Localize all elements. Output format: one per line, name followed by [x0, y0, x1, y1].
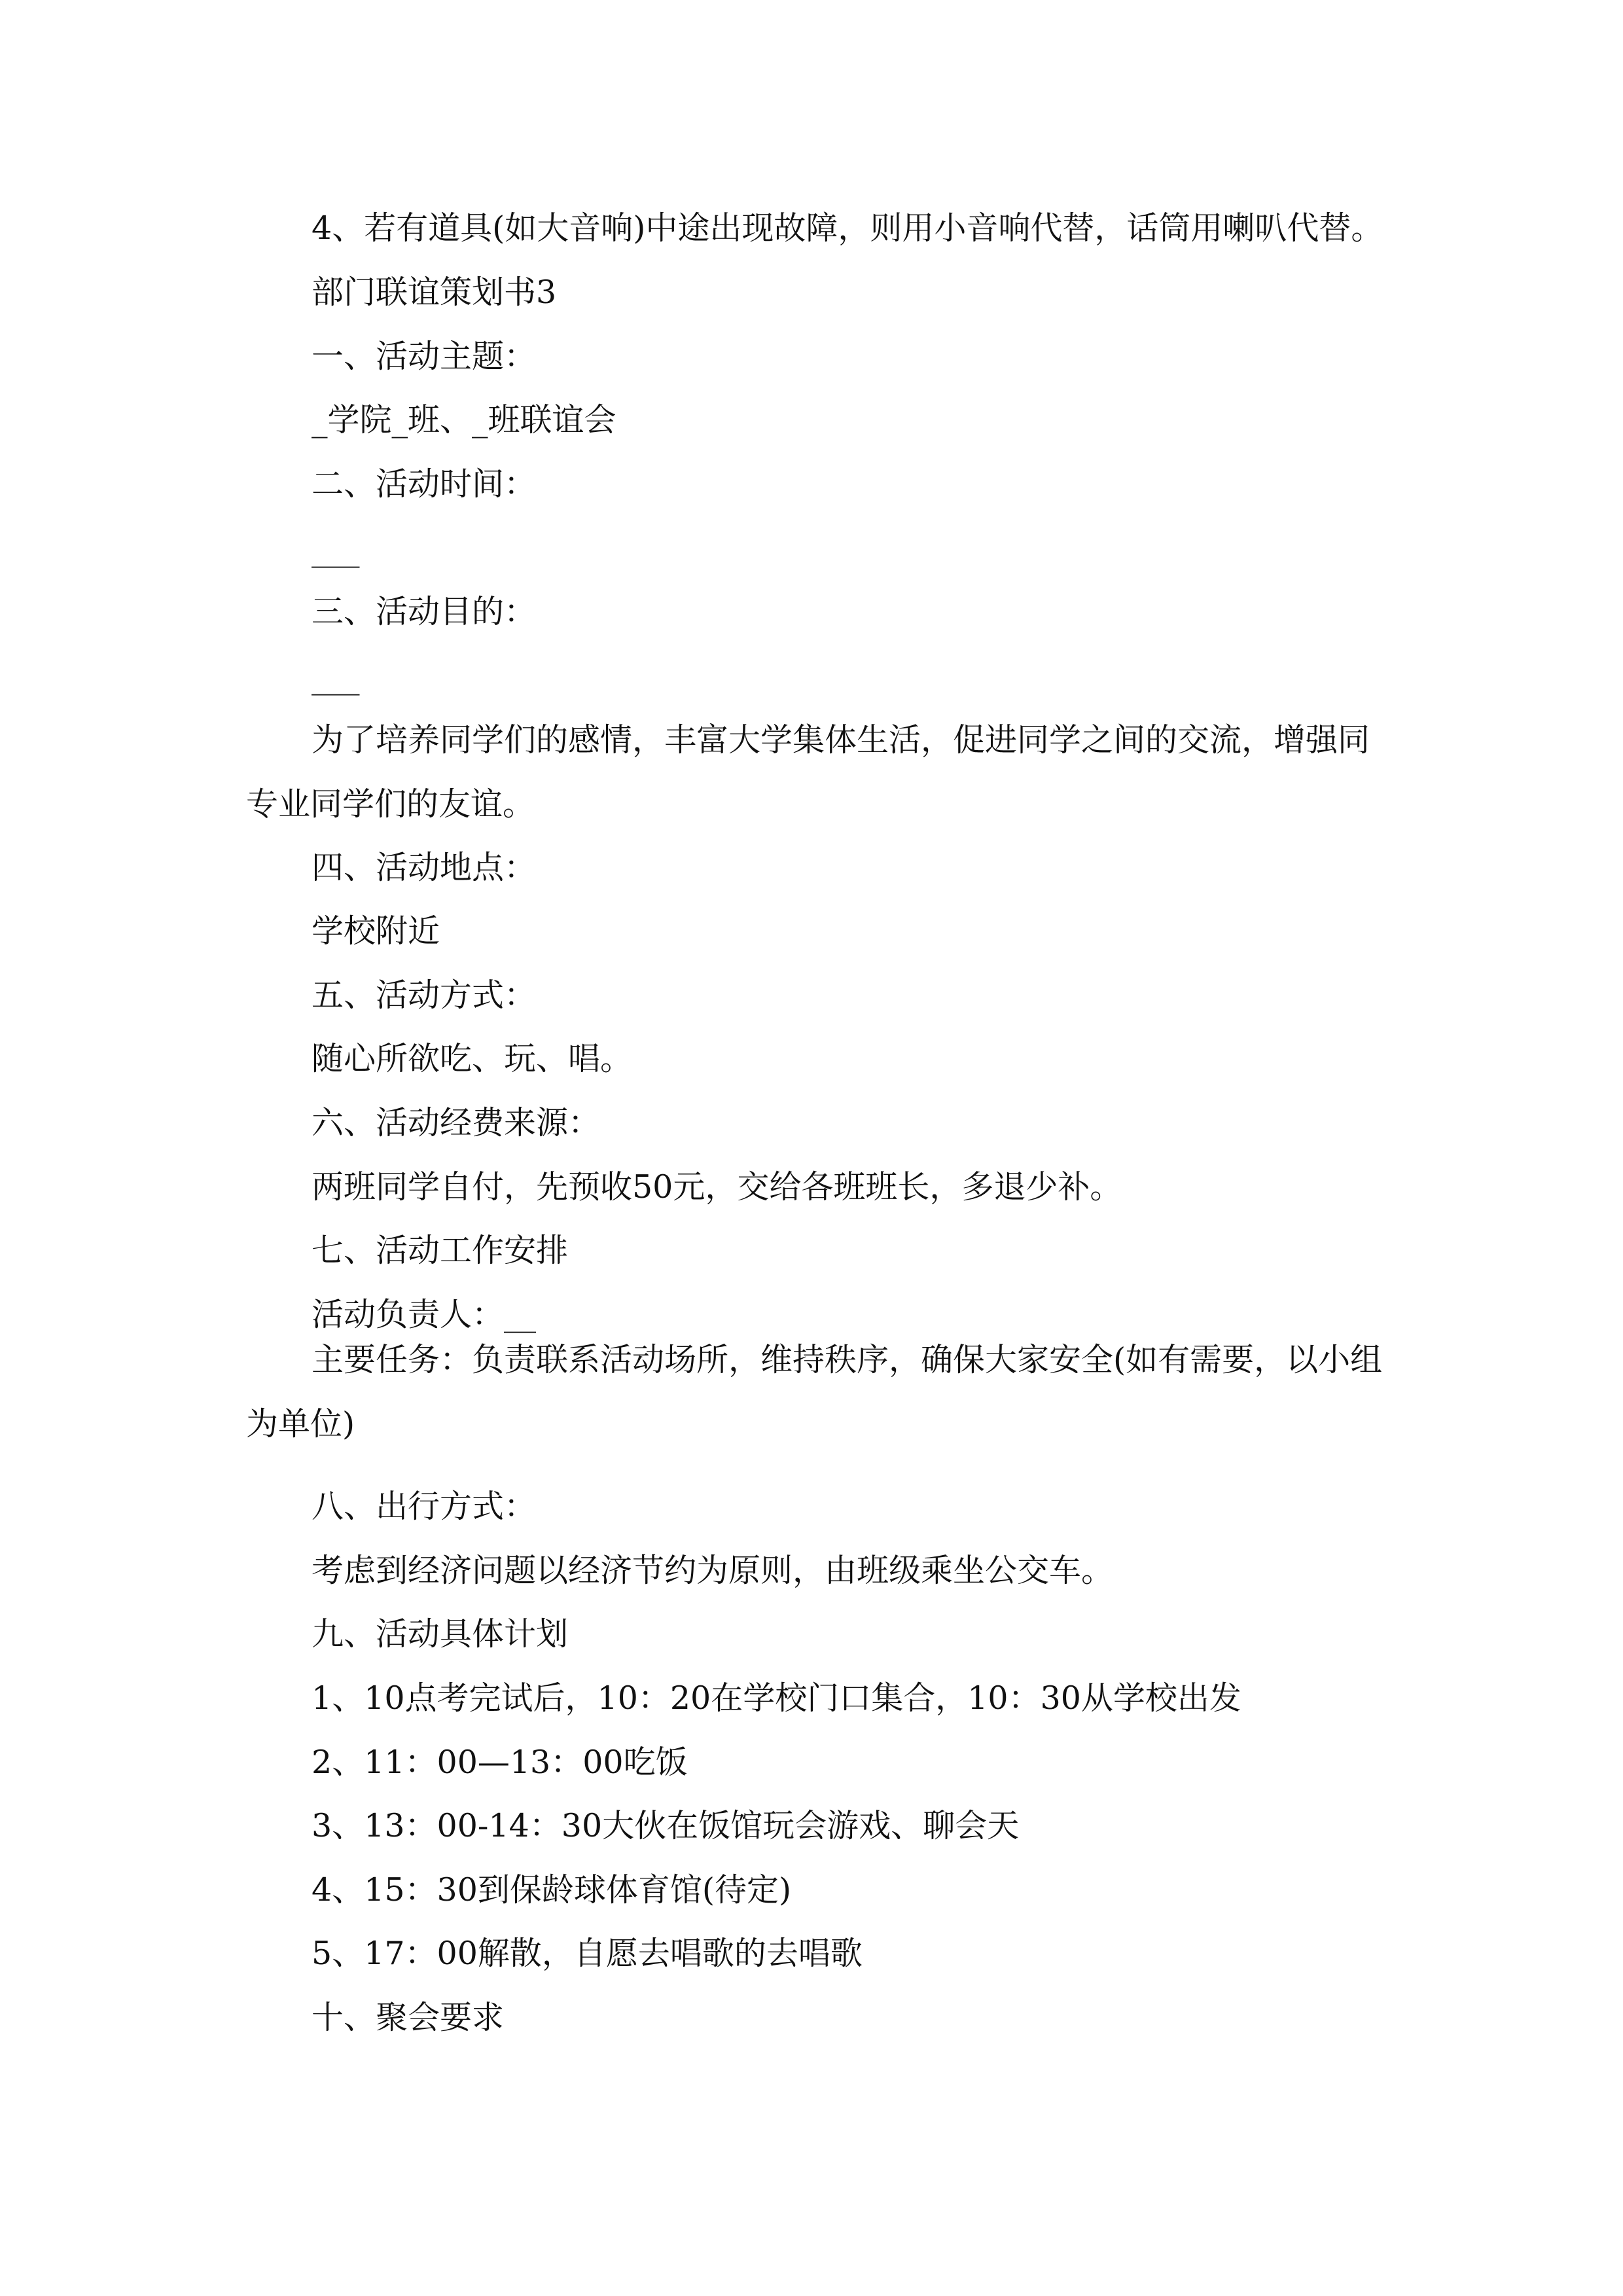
paragraph-funding-value: 两班同学自付，先预收50元，交给各班班长，多退少补。 [312, 1168, 1122, 1206]
plan-item-2: 2、11：00—13：00吃饭 [312, 1744, 688, 1781]
heading-activity-time: 二、活动时间： [312, 465, 537, 503]
plan-item-4: 4、15：30到保龄球体育馆(待定) [312, 1871, 792, 1909]
plan-item-5: 5、17：00解散，自愿去唱歌的去唱歌 [312, 1935, 863, 1972]
plan-item-3: 3、13：00-14：30大伙在饭馆玩会游戏、聊会天 [312, 1807, 1020, 1844]
paragraph-time-blank: ___ [312, 531, 360, 568]
heading-travel-method: 八、出行方式： [312, 1488, 537, 1525]
heading-funding-source: 六、活动经费来源： [312, 1104, 601, 1141]
plan-item-1: 1、10点考完试后，10：20在学校门口集合，10：30从学校出发 [312, 1679, 1241, 1717]
heading-work-arrangement: 七、活动工作安排 [312, 1232, 569, 1269]
paragraph-purpose-text: 为了培养同学们的感情，丰富大学集体生活，促进同学之间的交流，增强同专业同学们的友谊。 [246, 721, 1370, 823]
section-title-plan-3: 部门联谊策划书3 [312, 274, 557, 311]
paragraph-purpose-blank: ___ [312, 658, 360, 696]
heading-activity-purpose: 三、活动目的： [312, 593, 537, 630]
paragraph-theme-value: _学院_班、_班联谊会 [312, 401, 616, 439]
paragraph-person-in-charge: 活动负责人：__ [312, 1296, 537, 1333]
heading-activity-theme: 一、活动主题： [312, 338, 537, 375]
heading-activity-format: 五、活动方式： [312, 977, 537, 1014]
paragraph-equipment-backup: 4、若有道具(如大音响)中途出现故障，则用小音响代替，话筒用喇叭代替。 [312, 209, 1383, 247]
heading-gathering-requirements: 十、聚会要求 [312, 1999, 505, 2036]
heading-activity-location: 四、活动地点： [312, 849, 537, 886]
paragraph-format-value: 随心所欲吃、玩、唱。 [312, 1040, 633, 1077]
paragraph-location-value: 学校附近 [312, 912, 440, 950]
paragraph-travel-value: 考虑到经济问题以经济节约为原则，由班级乘坐公交车。 [312, 1552, 1114, 1589]
paragraph-main-tasks: 主要任务：负责联系活动场所，维持秩序，确保大家安全(如有需要，以小组为单位) [246, 1341, 1383, 1443]
heading-detailed-plan: 九、活动具体计划 [312, 1615, 569, 1653]
